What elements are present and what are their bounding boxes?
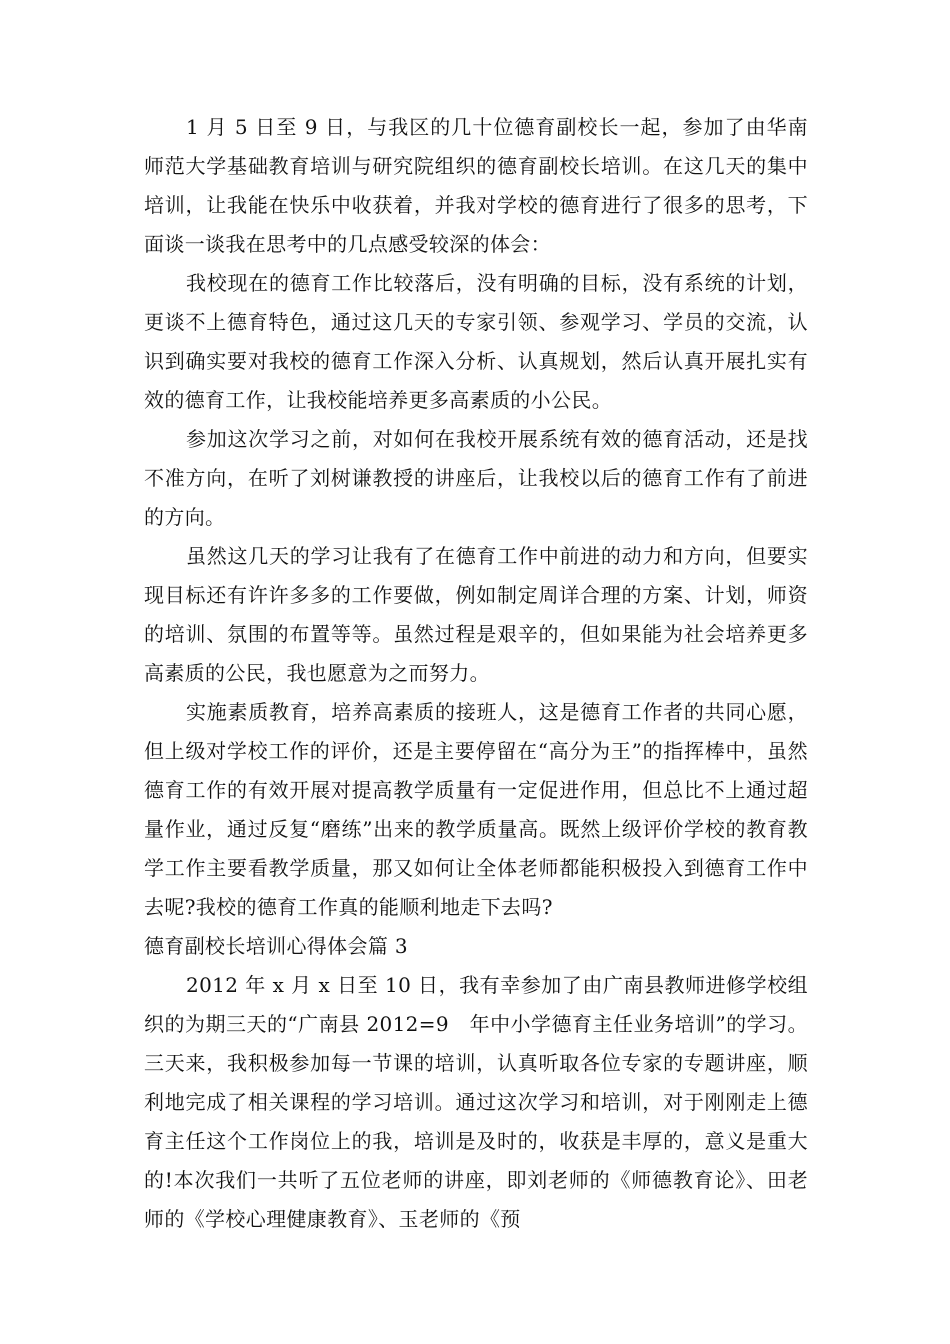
section-heading: 德育副校长培训心得体会篇 3 [144, 934, 408, 958]
body-paragraph-4: 虽然这几天的学习让我有了在德育工作中前进的动力和方向，但要实现目标还有许许多多的工作要做，例如制定周详合理的方案、计划，师资的培训、氛围的布置等等。虽然过程是艰辛的，但如果能为社会培养更多高素质的公民，我也愿意为之而努力。 [144, 544, 808, 685]
document-body [144, 108, 808, 1239]
body-paragraph-2: 我校现在的德育工作比较落后，没有明确的目标，没有系统的计划，更谈不上德育特色，通过这几天的专家引领、参观学习、学员的交流，认识到确实要对我校的德育工作深入分析、认真规划，然后认真开展扎实有效的德育工作，让我校能培养更多高素质的小公民。 [144, 271, 808, 412]
body-paragraph-6: 2012 年 x 月 x 日至 10 日，我有幸参加了由广南县教师进修学校组织的为期三天的“广南县 2012=9 年中小学德育主任业务培训”的学习。三天来，我积极参加每一节课的培训，认真听取各位专家的专题讲座，顺利地完成了相关课程的学习培训。通过这次学习和培训，对于刚刚走上德育主任这个工作岗位上的我，培训是及时的，收获是丰厚的，意义是重大的!本次我们一共听了五位老师的讲座，即刘老师的《师德教育论》、田老师的《学校心理健康教育》、玉老师的《预 [144, 973, 808, 1231]
body-paragraph-5: 实施素质教育，培养高素质的接班人，这是德育工作者的共同心愿，但上级对学校工作的评价，还是主要停留在“高分为王”的指挥棒中，虽然德育工作的有效开展对提高教学质量有一定促进作用，但总比不上通过超量作业，通过反复“磨练”出来的教学质量高。既然上级评价学校的教育教学工作主要看教学质量，那又如何让全体老师都能积极投入到德育工作中去呢?我校的德育工作真的能顺利地走下去吗? [144, 700, 808, 919]
body-paragraph-1: 1 月 5 日至 9 日，与我区的几十位德育副校长一起，参加了由华南师范大学基础教育培训与研究院组织的德育副校长培训。在这几天的集中培训，让我能在快乐中收获着，并我对学校的德育进行了很多的思考，下面谈一谈我在思考中的几点感受较深的体会： [144, 115, 808, 256]
body-paragraph-3: 参加这次学习之前，对如何在我校开展系统有效的德育活动，还是找不准方向，在听了刘树谦教授的讲座后，让我校以后的德育工作有了前进的方向。 [144, 427, 808, 529]
